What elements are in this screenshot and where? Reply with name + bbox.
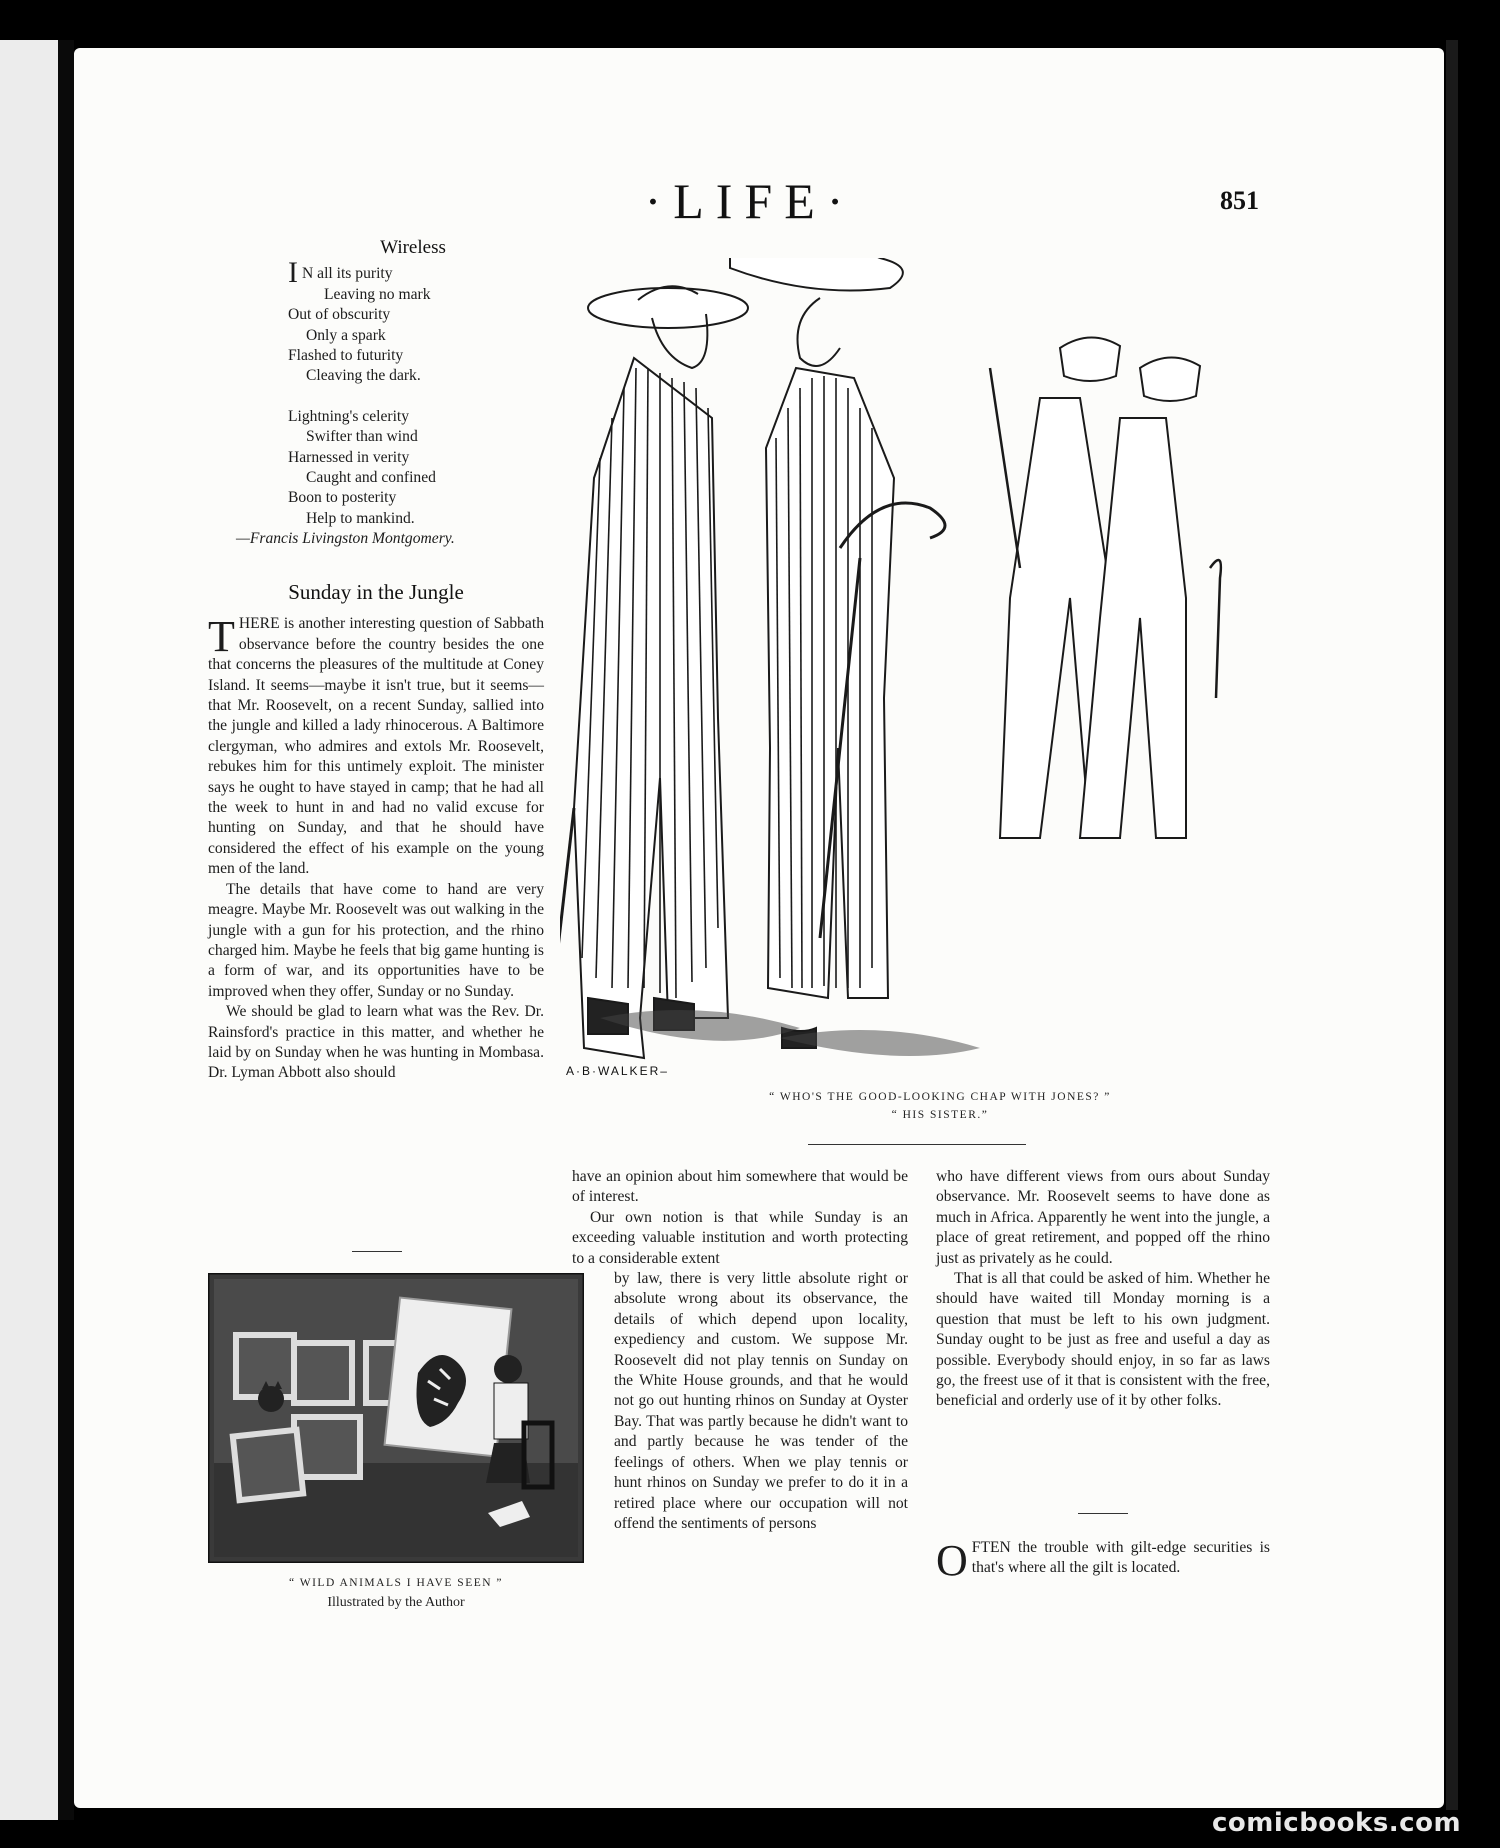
poem-line-text: N all its purity <box>302 265 393 283</box>
main-cartoon-illustration <box>560 258 1340 1084</box>
article-paragraph-1 <box>208 614 544 879</box>
poem-line: Boon to posterity <box>288 489 397 507</box>
article-paragraph-5: That is all that could be asked of him. Whether he should have waited till Monday morning is a question that must be left to his own judgment. Sunday ought to be just as free and useful a day as possible. Everybody should enjoy, in so far as laws go, the freest use of it that is consistent with the free, beneficial and orderly use of it by other folks. <box>936 1270 1270 1410</box>
poem-stanza-2 <box>288 407 538 529</box>
article-title: Sunday in the Jungle <box>288 580 464 604</box>
article-column-3 <box>936 1167 1270 1412</box>
caption-line-1: “ WHO'S THE GOOD-LOOKING CHAP WITH JONES? ” <box>769 1091 1111 1103</box>
adjacent-page-edge <box>0 40 58 1820</box>
poem-title: Wireless <box>380 237 446 258</box>
book-gutter <box>58 40 74 1820</box>
filler-item <box>936 1536 1270 1585</box>
poem-line: Out of obscurity <box>288 306 391 324</box>
article-paragraph-4-cont: by law, there is very little absolute right or absolute wrong about its observance, the details of which depend upon locality, expediency and custom. We suppose Mr. Roosevelt did not play tennis on Sunday on the White House grounds, and that he would not go out hunting rhinos on Sunday at Oyster Bay. That was partly because he didn't want to and partly because he was tender of the feelings of others. When we play tennis or hunt rhinos on Sunday we prefer to do it in a retired place where our occupation will not offend the sentiments of persons <box>614 1270 908 1532</box>
page-number: 851 <box>1220 186 1259 215</box>
section-rule <box>1078 1513 1128 1514</box>
poem-line: Harnessed in verity <box>288 448 410 466</box>
drop-cap: T <box>208 612 235 662</box>
caption-rule <box>808 1144 1026 1145</box>
poem-line: Lightning's celerity <box>288 407 410 425</box>
section-rule <box>352 1251 402 1252</box>
caption-line-1: “ WILD ANIMALS I HAVE SEEN ” <box>288 1577 504 1589</box>
artist-signature: A·B·WALKER– <box>566 1064 669 1078</box>
article-paragraph-2: The details that have come to hand are very meagre. Maybe Mr. Roosevelt was out walking in the jungle with a gun for his protection, and the rhino charged him. Maybe he feels that big game hunting is a form of war, and its opportunities have to be improved when they offer, Sunday or no Sunday. <box>208 880 544 1000</box>
article-paragraph-3-cont: have an opinion about him somewhere that would be of interest. <box>572 1168 908 1206</box>
poem-line: Swifter than wind <box>306 428 418 446</box>
small-cartoon-image <box>208 1273 584 1563</box>
filler-text: FTEN the trouble with gilt-edge securities is that's where all the gilt is located. <box>971 1539 1270 1577</box>
right-page-edge <box>1446 40 1458 1810</box>
poem-author: —Francis Livingston Montgomery. <box>236 530 455 548</box>
article-column-1 <box>208 582 544 1084</box>
drop-cap: O <box>936 1536 968 1585</box>
poem-line: I N all its purity <box>288 256 393 290</box>
masthead-title: ·LIFE· <box>644 173 856 229</box>
main-cartoon-caption <box>640 1088 1240 1124</box>
caption-line-2: “ HIS SISTER.” <box>891 1109 989 1121</box>
article-paragraph-3: We should be glad to learn what was the Rev. Dr. Rainsford's practice in this matter, and whether he laid by on Sunday when he was hunting in Mombasa. Dr. Lyman Abbott also should <box>208 1003 544 1082</box>
poem-line: Flashed to futurity <box>288 347 404 365</box>
poem-stanza-1 <box>288 256 538 386</box>
small-cartoon-caption <box>208 1573 584 1613</box>
poem-line: Only a spark <box>306 326 386 344</box>
caption-line-2: Illustrated by the Author <box>327 1595 465 1610</box>
poem-line: Cleaving the dark. <box>306 367 421 385</box>
poem-line: Caught and confined <box>306 469 436 487</box>
filler-paragraph <box>936 1536 1270 1585</box>
poem-block <box>236 237 538 550</box>
article-column-2 <box>572 1167 908 1534</box>
article-paragraph-4: Our own notion is that while Sunday is an exceeding valuable institution and worth protecting to a considerable extent <box>572 1208 908 1267</box>
poem-line: Leaving no mark <box>324 285 431 303</box>
poem-line: Help to mankind. <box>306 509 415 527</box>
watermark: comicbooks.com <box>1212 1808 1462 1838</box>
article-paragraph-4-end: who have different views from ours about Sunday observance. Mr. Roosevelt seems to have done as much in Africa. Apparently he went into the jungle, a place of great retirement, and popped off the rhino just as privately as he could. <box>936 1168 1270 1267</box>
paragraph-text: HERE is another interesting question of Sabbath observance before the country besides the one that concerns the pleasures of the multitude at Coney Island. It seems—maybe it isn't true, but it seems—that Mr. Roosevelt, on a recent Sunday, sallied into the jungle and killed a lady rhinocerous. A Baltimore clergyman, who admires and extols Mr. Roosevelt, rebukes him for this untimely exploit. The minister says he ought to have stayed in camp; that he had all the week to hunt in and had no valid excuse for hunting on Sunday, and that he should have considered the effect of his example on the young men of the land. <box>208 615 544 878</box>
